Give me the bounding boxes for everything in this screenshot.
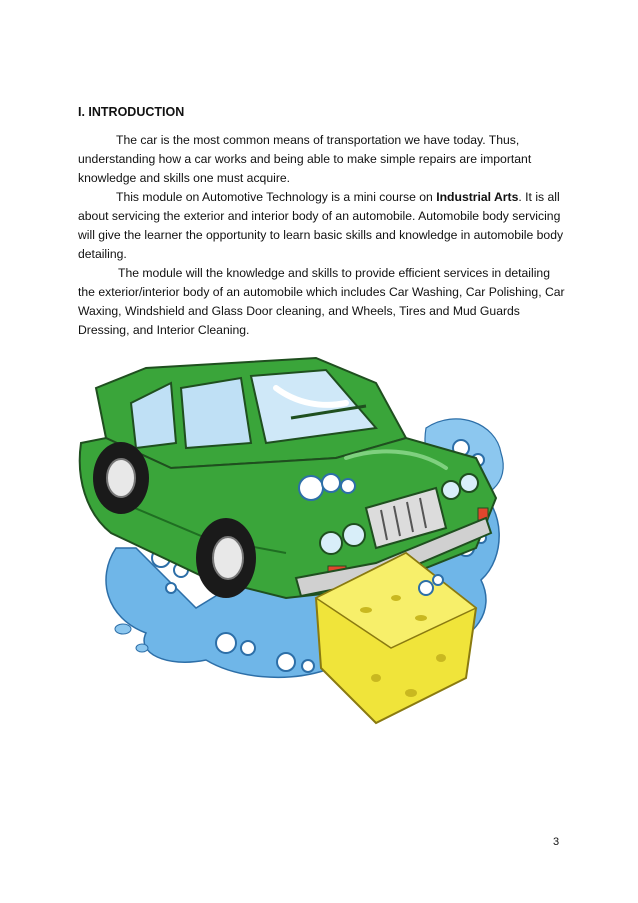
section-heading: I. INTRODUCTION [78, 105, 185, 119]
car-wash-illustration [76, 348, 516, 728]
paragraph-1-text: The car is the most common means of transportation we have today. Thus, understanding how a car works and being able to make simple repairs are important knowledge and skills one must acquire. [78, 133, 532, 185]
industrial-arts-term: Industrial Arts [436, 190, 519, 204]
intro-paragraph-3 [78, 264, 566, 340]
paragraph-3-text: The module will the knowledge and skills to provide efficient services in detailing the exterior/interior body of an automobile which includes Car Washing, Car Polishing, Car Waxing, Windshield and Glass Door cleaning, and Wheels, Tires and Mud Guards Dressing, and Interior Cleaning. [78, 266, 565, 337]
paragraph-2-text-end: . It is all about servicing the exterior and interior body of an automobile. Automobile body servicing will give the learner the opportunity to learn basic skills and knowledge in automobile body detailing. [78, 190, 564, 261]
paragraph-2-text-start: This module on Automotive Technology is a mini course on [116, 190, 437, 204]
intro-paragraph-1 [78, 131, 566, 188]
page-number: 3 [553, 836, 560, 848]
intro-paragraph-2 [78, 188, 566, 264]
